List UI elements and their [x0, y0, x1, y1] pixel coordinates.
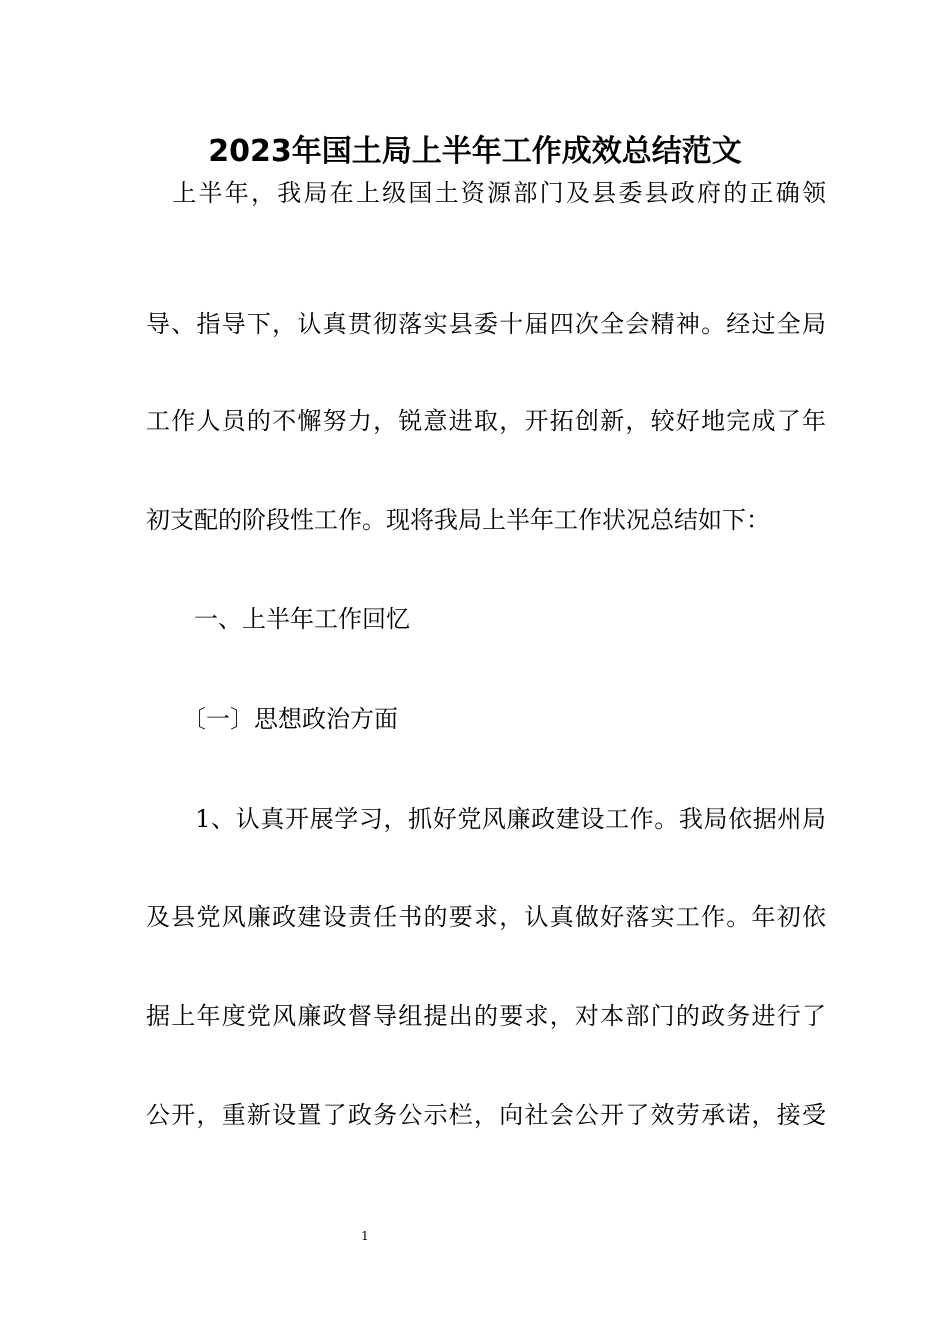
paragraph-line: 公开，重新设置了政务公示栏，向社会公开了效劳承诺，接受 — [146, 1101, 826, 1129]
paragraph-line: 工作人员的不懈努力，锐意进取，开拓创新，较好地完成了年 — [146, 407, 826, 435]
page-number: 1 — [361, 1229, 369, 1243]
subsection-heading: 〔一〕思想政治方面 — [146, 705, 398, 733]
paragraph-line: 初支配的阶段性工作。现将我局上半年工作状况总结如下： — [146, 506, 770, 534]
section-heading: 一、上半年工作回忆 — [146, 605, 410, 633]
paragraph-line: 据上年度党风廉政督导组提出的要求，对本部门的政务进行了 — [146, 1002, 826, 1030]
paragraph-line: 1、认真开展学习，抓好党风廉政建设工作。我局依据州局 — [146, 805, 826, 833]
paragraph-line: 导、指导下，认真贯彻落实县委十届四次全会精神。经过全局 — [146, 310, 826, 338]
paragraph-line: 及县党风廉政建设责任书的要求，认真做好落实工作。年初依 — [146, 903, 826, 931]
document-title: 2023年国土局上半年工作成效总结范文 — [208, 134, 742, 169]
paragraph-line: 上半年，我局在上级国土资源部门及县委县政府的正确领 — [146, 179, 826, 207]
